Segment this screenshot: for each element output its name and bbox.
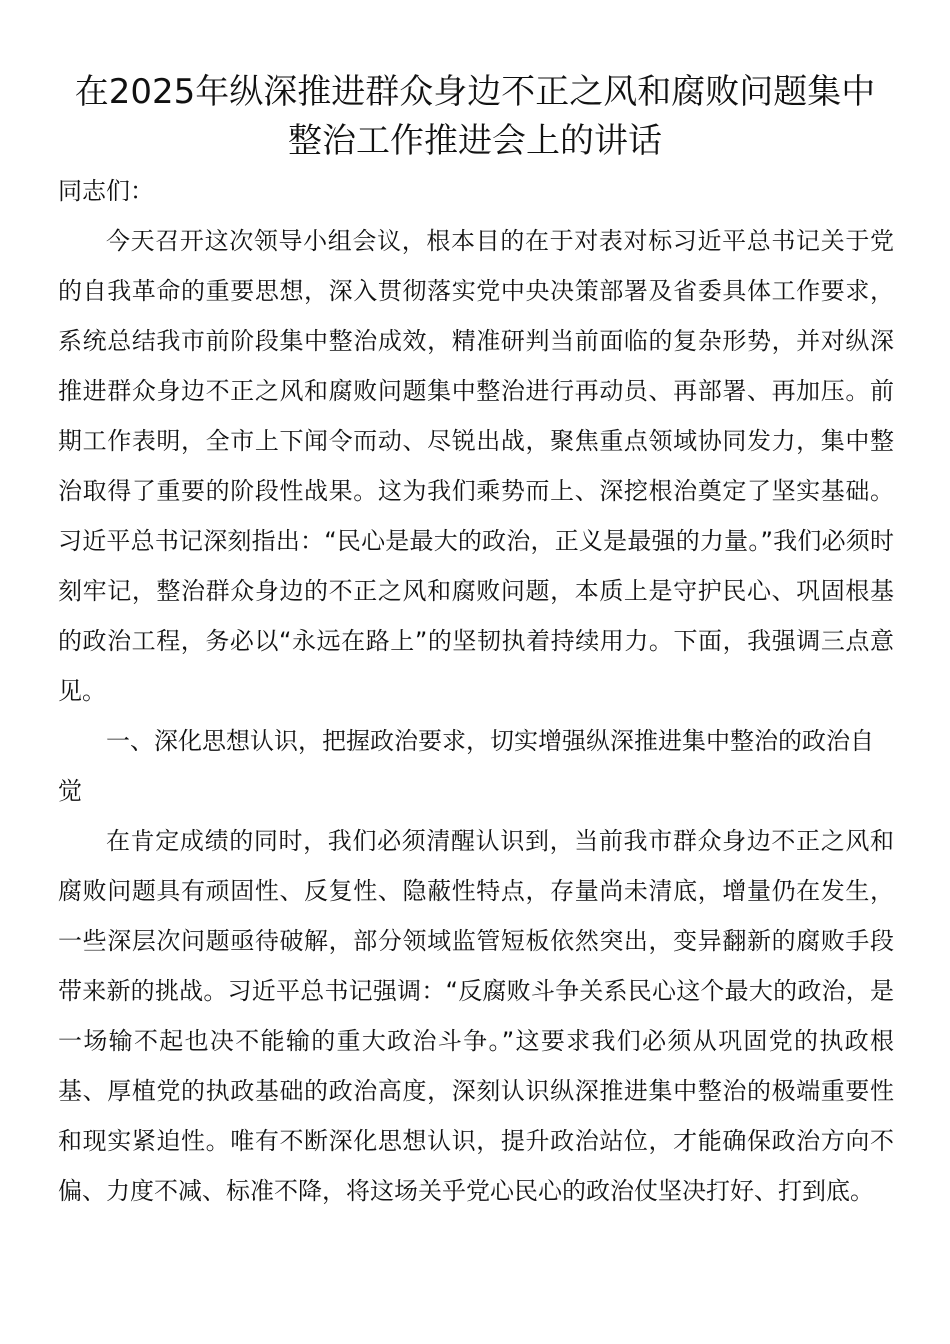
salutation: 同志们：: [58, 177, 154, 205]
document-title: 在2025年纵深推进群众身边不正之风和腐败问题集中整治工作推进会上的讲话: [74, 72, 876, 161]
intro-paragraph: 今天召开这次领导小组会议，根本目的在于对表对标习近平总书记关于党的自我革命的重要思想，深入贯彻落实党中央决策部署及省委具体工作要求，系统总结我市前阶段集中整治成效，精准研判当前面临的复杂形势，并对纵深推进群众身边不正之风和腐败问题集中整治进行再动员、再部署、再加压。前期工作表明，全市上下闻令而动、尽锐出战，聚焦重点领域协同发力，集中整治取得了重要的阶段性战果。这为我们乘势而上、深挖根治奠定了坚实基础。习近平总书记深刻指出：“民心是最大的政治，正义是最强的力量。”我们必须时刻牢记，整治群众身边的不正之风和腐败问题，本质上是守护民心、巩固根基的政治工程，务必以“永远在路上”的坚韧执着持续用力。下面，我强调三点意见。: [58, 227, 894, 705]
section-paragraph: 在肯定成绩的同时，我们必须清醒认识到，当前我市群众身边不正之风和腐败问题具有顽固性、反复性、隐蔽性特点，存量尚未清底，增量仍在发生，一些深层次问题亟待破解，部分领域监管短板依然突出，变异翻新的腐败手段带来新的挑战。习近平总书记强调：“反腐败斗争关系民心这个最大的政治，是一场输不起也决不能输的重大政治斗争。”这要求我们必须从巩固党的执政根基、厚植党的执政基础的政治高度，深刻认识纵深推进集中整治的极端重要性和现实紧迫性。唯有不断深化思想认识，提升政治站位，才能确保政治方向不偏、力度不减、标准不降，将这场关乎党心民心的政治仗坚决打好、打到底。: [58, 827, 894, 1205]
section-heading: 一、深化思想认识，把握政治要求，切实增强纵深推进集中整治的政治自觉: [58, 727, 874, 805]
